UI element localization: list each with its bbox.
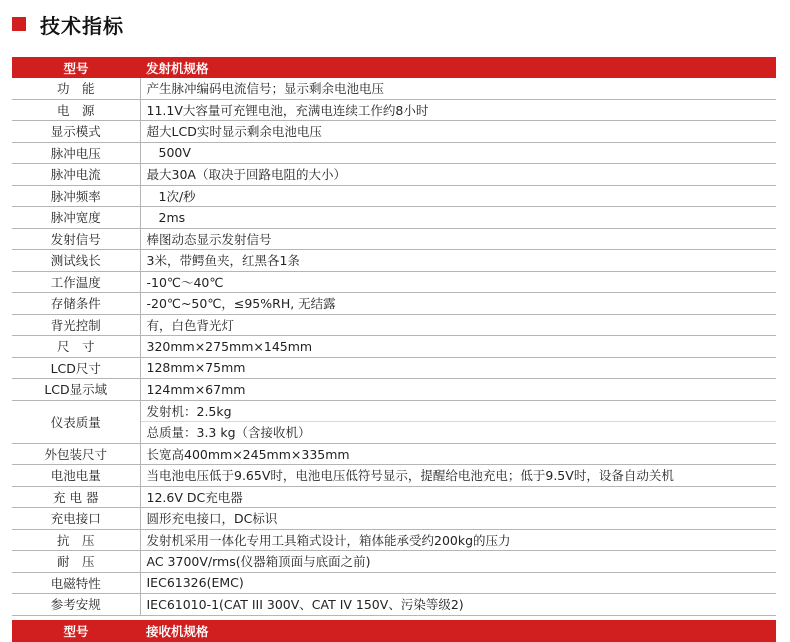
row-value: -20℃~50℃，≤95%RH, 无结露 xyxy=(140,293,776,315)
table-row xyxy=(12,336,776,358)
row-label: 显示模式 xyxy=(12,121,140,143)
row-value: 11.1V大容量可充锂电池，充满电连续工作约8小时 xyxy=(140,99,776,121)
row-label: 尺 寸 xyxy=(12,336,140,358)
table-row xyxy=(12,271,776,293)
row-value-total-weight: 总质量：3.3 kg（含接收机） xyxy=(140,422,776,444)
table-row xyxy=(12,207,776,229)
table-row xyxy=(12,314,776,336)
row-value-transmitter-weight: 发射机：2.5kg xyxy=(140,400,776,422)
row-value: 长宽高400mm×245mm×335mm xyxy=(140,443,776,465)
row-label: 充 电 器 xyxy=(12,486,140,508)
footer-header-receiver-spec: 接收机规格 xyxy=(146,624,209,639)
row-value: 棒图动态显示发射信号 xyxy=(140,228,776,250)
row-value: IEC61010-1(CAT III 300V、CAT IV 150V、污染等级2) xyxy=(140,594,776,616)
row-value: 有，白色背光灯 xyxy=(140,314,776,336)
row-value: 1次/秒 xyxy=(140,185,776,207)
row-label: 脉冲频率 xyxy=(12,185,140,207)
table-row xyxy=(12,142,776,164)
table-row xyxy=(12,164,776,186)
row-value: 320mm×275mm×145mm xyxy=(140,336,776,358)
row-label: 功 能 xyxy=(12,78,140,99)
row-label: 测试线长 xyxy=(12,250,140,272)
table-row xyxy=(12,78,776,99)
table-row xyxy=(12,551,776,573)
table-row xyxy=(12,228,776,250)
table-header-row xyxy=(12,57,776,78)
table-row xyxy=(12,185,776,207)
row-label: 电池电量 xyxy=(12,465,140,487)
row-label: 存储条件 xyxy=(12,293,140,315)
row-label: 电磁特性 xyxy=(12,572,140,594)
table-row xyxy=(12,293,776,315)
row-value: 2ms xyxy=(140,207,776,229)
header-model: 型号 xyxy=(12,57,140,78)
row-label: 工作温度 xyxy=(12,271,140,293)
row-value: 124mm×67mm xyxy=(140,379,776,401)
table-row xyxy=(12,529,776,551)
row-value: 128mm×75mm xyxy=(140,357,776,379)
table-row xyxy=(12,443,776,465)
table-row xyxy=(12,379,776,401)
row-value: IEC61326(EMC) xyxy=(140,572,776,594)
red-square-icon xyxy=(12,17,26,31)
row-label: 电 源 xyxy=(12,99,140,121)
table-row xyxy=(12,572,776,594)
table-body xyxy=(12,78,776,615)
header-transmitter-spec: 发射机规格 xyxy=(140,57,776,78)
row-value: 500V xyxy=(140,142,776,164)
row-value: -10℃～40℃ xyxy=(140,271,776,293)
row-value: 12.6V DC充电器 xyxy=(140,486,776,508)
row-label: 抗 压 xyxy=(12,529,140,551)
footer-header-model: 型号 xyxy=(63,624,89,639)
row-label: 充电接口 xyxy=(12,508,140,530)
table-row xyxy=(12,250,776,272)
table-row xyxy=(12,508,776,530)
row-label: 脉冲电压 xyxy=(12,142,140,164)
row-label: LCD尺寸 xyxy=(12,357,140,379)
row-value: 当电池电压低于9.65V时，电池电压低符号显示，提醒给电池充电；低于9.5V时，设备自动关机 xyxy=(140,465,776,487)
table-row xyxy=(12,465,776,487)
row-label: 背光控制 xyxy=(12,314,140,336)
row-value: 产生脉冲编码电流信号；显示剩余电池电压 xyxy=(140,78,776,99)
row-label: 仪表质量 xyxy=(12,400,140,443)
row-value: 超大LCD实时显示剩余电池电压 xyxy=(140,121,776,143)
receiver-table-header xyxy=(12,620,776,642)
section-heading xyxy=(12,8,124,40)
table-row xyxy=(12,594,776,616)
row-value: AC 3700V/rms(仪器箱顶面与底面之前) xyxy=(140,551,776,573)
table-row xyxy=(12,486,776,508)
section-title: 技术指标 xyxy=(40,13,124,38)
table-row xyxy=(12,400,776,422)
row-label: 脉冲电流 xyxy=(12,164,140,186)
row-value: 发射机采用一体化专用工具箱式设计，箱体能承受约200kg的压力 xyxy=(140,529,776,551)
table-row xyxy=(12,121,776,143)
table-row xyxy=(12,99,776,121)
row-label: 脉冲宽度 xyxy=(12,207,140,229)
row-value: 最大30A（取决于回路电阻的大小） xyxy=(140,164,776,186)
row-label: 发射信号 xyxy=(12,228,140,250)
row-label: 外包装尺寸 xyxy=(12,443,140,465)
spec-table xyxy=(12,57,776,616)
row-value: 3米，带鳄鱼夹，红黑各1条 xyxy=(140,250,776,272)
row-label: 参考安规 xyxy=(12,594,140,616)
table-row xyxy=(12,357,776,379)
row-label: 耐 压 xyxy=(12,551,140,573)
row-label: LCD显示域 xyxy=(12,379,140,401)
row-value: 圆形充电接口，DC标识 xyxy=(140,508,776,530)
